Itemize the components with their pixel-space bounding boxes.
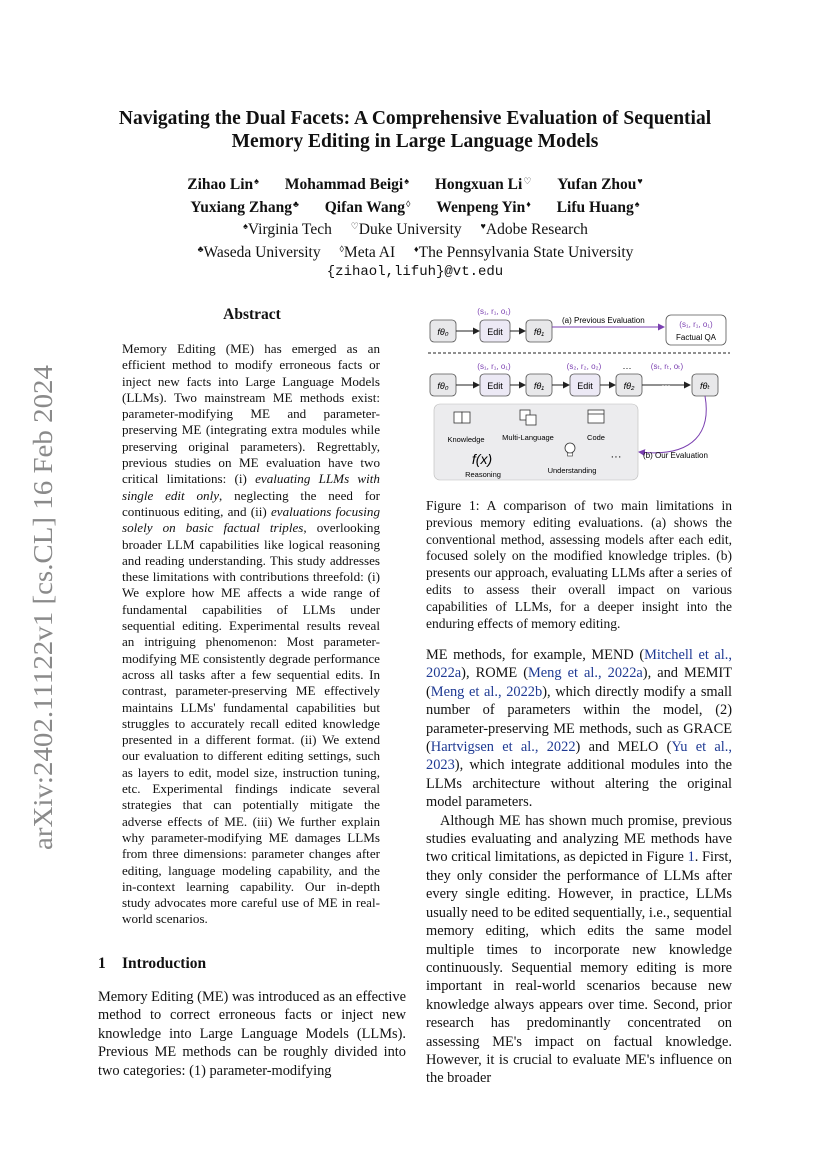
affiliation: Waseda University [203, 244, 321, 262]
body-text: ME methods, for example, MEND ( [426, 647, 645, 663]
author-block [90, 172, 740, 283]
affil-mark: ♠ [404, 176, 409, 186]
triple-label: (s₁, r₁, o₁) [477, 307, 511, 316]
abstract-emphasis: evaluating LLMs with single edit only [122, 471, 380, 503]
body-text: ), and MEMIT ( [426, 665, 732, 700]
affil-mark: ♡ [523, 176, 532, 186]
title-line-1: Navigating the Dual Facets: A Comprehensive Evaluation of Sequential [118, 108, 712, 129]
abstract-body [122, 341, 380, 928]
author-name: Mohammad Beigi [284, 176, 404, 193]
affil-mark: ♠ [254, 176, 259, 186]
capability-label: Reasoning [465, 470, 501, 479]
figure-ref-link[interactable]: 1 [687, 849, 695, 866]
paper-title [90, 107, 740, 153]
triple-label: (sₜ, rₜ, oₜ) [650, 362, 684, 371]
figure-caption: Figure 1: A comparison of two main limitations in previous memory editing evaluations. (a) shows the conventional method, assessing models after each edit, focused solely on the modified knowledge triples. (b) presents our approach, evaluating LLMs after a series of edits to assess their overall impact on various capabilities of LLMs, for a deeper insight into the enduring effects of memory editing. [426, 498, 732, 631]
title-line-2: Memory Editing in Large Language Models [231, 131, 599, 152]
affil-mark: ◊ [339, 244, 344, 255]
affiliation: Duke University [358, 221, 462, 239]
abstract-text: Memory Editing (ME) has emerged as an efficient method to modify erroneous facts or inject new facts into Large Language Models (LLMs). Two mainstream ME methods exist: parameter-modifying ME and parameter-preserving ME (integrating extra modules while preserving original parameters). Regrettably, previous studies on ME evaluation have two critical limitations: (i) [122, 341, 380, 487]
affil-mark: ♠ [634, 198, 640, 209]
author-name: Zihao Lin [187, 176, 254, 193]
affil-mark: ♥ [637, 176, 643, 186]
ellipsis-label: ··· [661, 380, 671, 390]
figure-1-diagram [426, 300, 732, 490]
body-text: ) and MELO ( [575, 739, 672, 756]
affiliation-line-1 [90, 217, 740, 240]
affil-mark: ♦ [414, 244, 419, 255]
section-number: 1 [98, 955, 106, 972]
abstract-text: , neglecting the need for continuous editing, and (ii) [122, 487, 380, 519]
affil-mark: ♣ [197, 244, 204, 255]
section-heading-introduction [98, 955, 206, 973]
factual-qa-label: Factual QA [675, 333, 717, 342]
model-label: fθ₂ [623, 381, 635, 391]
code-icon [588, 410, 604, 423]
capability-label: Knowledge [447, 435, 485, 444]
arxiv-sidebar-id [28, 365, 58, 855]
affiliation: The Pennsylvania State University [418, 244, 634, 262]
citation-link[interactable]: Mitchell et al., 2022a [426, 647, 732, 682]
citation-link[interactable]: Yu et al., 2023 [426, 739, 732, 774]
author-name: Lifu Huang [556, 198, 634, 216]
arxiv-id-text: arXiv:2402.11122v1 [cs.CL] 16 Feb 2024 [28, 397, 58, 850]
section-title: Introduction [122, 955, 207, 972]
capability-label: Code [587, 433, 605, 442]
body-text: ), which directly modify a small number of parameters within the model, (2) parameter-preserving ME methods, such as GRACE ( [426, 683, 732, 756]
author-name: Wenpeng Yin [436, 198, 526, 216]
fx-icon: f(x) [471, 451, 493, 467]
edit-label: Edit [487, 381, 503, 391]
eval-curve [639, 396, 706, 453]
prev-eval-label: (a) Previous Evaluation [562, 316, 645, 325]
affil-mark: ♡ [350, 221, 359, 232]
citation-link[interactable]: Meng et al., 2022a [528, 665, 643, 682]
affil-mark: ♦ [526, 198, 531, 209]
affil-mark: ◊ [406, 198, 411, 209]
ellipsis-label: ··· [622, 363, 632, 373]
citation-link[interactable]: Meng et al., 2022b [430, 683, 543, 700]
our-eval-label: (b) Our Evaluation [643, 451, 708, 460]
body-text: ), which integrate additional modules into the LLMs architecture without altering the original model parameters. [426, 757, 732, 811]
model-label: fθ₀ [437, 327, 449, 337]
body-text: Although ME has shown much promise, previous studies evaluating and analyzing ME methods have two critical limitations, as depicted in Figure [426, 812, 732, 866]
author-line-2 [90, 195, 740, 218]
author-name: Yufan Zhou [557, 176, 637, 193]
abstract-emphasis: evaluations focusing solely on basic factual triples [122, 503, 380, 536]
affiliation: Virginia Tech [247, 221, 332, 239]
edit-label: Edit [577, 381, 593, 391]
affil-mark: ♣ [292, 198, 299, 209]
intro-paragraph: Memory Editing (ME) was introduced as an effective method to correct erroneous facts or inject new knowledge into Large Language Models (LLMs). Previous ME methods can be roughly divided into two categories: (1) parameter-modifying [98, 989, 406, 1079]
author-name: Yuxiang Zhang [190, 198, 292, 216]
affiliation-line-2 [90, 240, 740, 263]
abstract-text: , overlooking broader LLM capabilities like logical reasoning and reading understanding. This study addresses these limitations with contributions threefold: (i) We explore how ME affects a wide range of fundamental capabilities of LLMs under sequential editing. Experimental results reveal an intriguing phenomenon: Most parameter-modifying ME consistently degrade performance across all tasks after a few sequential edits. In contrast, parameter-preserving ME effectively maintains LLMs' fundamental capabilities but struggles to accurately recall edited knowledge presented in a different format. (ii) We extend our evaluation to different editing settings, such as layers to edit, model size, instruction tuning, etc. Experimental findings indicate several strategies that can potentially mitigate the adverse effects of ME. (iii) We further explain why parameter-modifying ME damages LLMs from three dimensions: parameter changes after editing, language modeling capability, and the in-context learning capability. Our in-depth study advocates more careful use of ME in real-world scenarios. [122, 520, 380, 927]
model-label: fθ₁ [533, 327, 545, 337]
affil-mark: ♠ [243, 221, 248, 232]
affil-mark: ♥ [480, 221, 486, 232]
model-label: fθ₀ [437, 381, 449, 391]
author-line-1 [90, 172, 740, 195]
model-label: fθₜ [699, 381, 711, 391]
affiliation: Meta AI [343, 244, 396, 262]
capability-label: Understanding [547, 466, 597, 475]
model-label: fθ₁ [533, 381, 545, 391]
citation-link[interactable]: Hartvigsen et al., 2022 [430, 739, 576, 756]
triple-label: (s₁, r₁, o₁) [477, 362, 511, 371]
affiliation: Adobe Research [485, 221, 588, 239]
paragraph [426, 646, 732, 812]
author-name: Hongxuan Li [434, 176, 523, 193]
right-column-body [426, 646, 732, 1088]
figure-svg [426, 300, 732, 490]
capability-label: Multi-Language [502, 433, 554, 442]
contact-email[interactable]: {zihaol,lifuh}@vt.edu [326, 263, 504, 280]
book-icon [454, 412, 470, 423]
triple-label: (s₁, r₁, o₁) [679, 320, 713, 329]
triple-label: (s₂, r₂, o₂) [566, 362, 602, 371]
edit-label: Edit [487, 327, 503, 337]
abstract-heading: Abstract [223, 306, 281, 323]
author-name: Qifan Wang [324, 198, 405, 216]
paragraph [426, 812, 732, 1088]
ellipsis-label: ··· [610, 451, 622, 463]
body-text: ), ROME ( [461, 665, 528, 682]
body-text: . First, they only consider the performance of LLMs after every single editing. However, in practice, LLMs usually need to be edited sequentially, i.e., sequential memory editing, which edits the same model multiple times to incorporate new knowledge continuously. Sequential memory editing is more important in real-world scenarios because new knowledge always appears over time. Second, prior research has predominantly concentrated on assessing ME's impact on factual knowledge. However, it is crucial to evaluate ME's influence on the broader [426, 849, 732, 1087]
